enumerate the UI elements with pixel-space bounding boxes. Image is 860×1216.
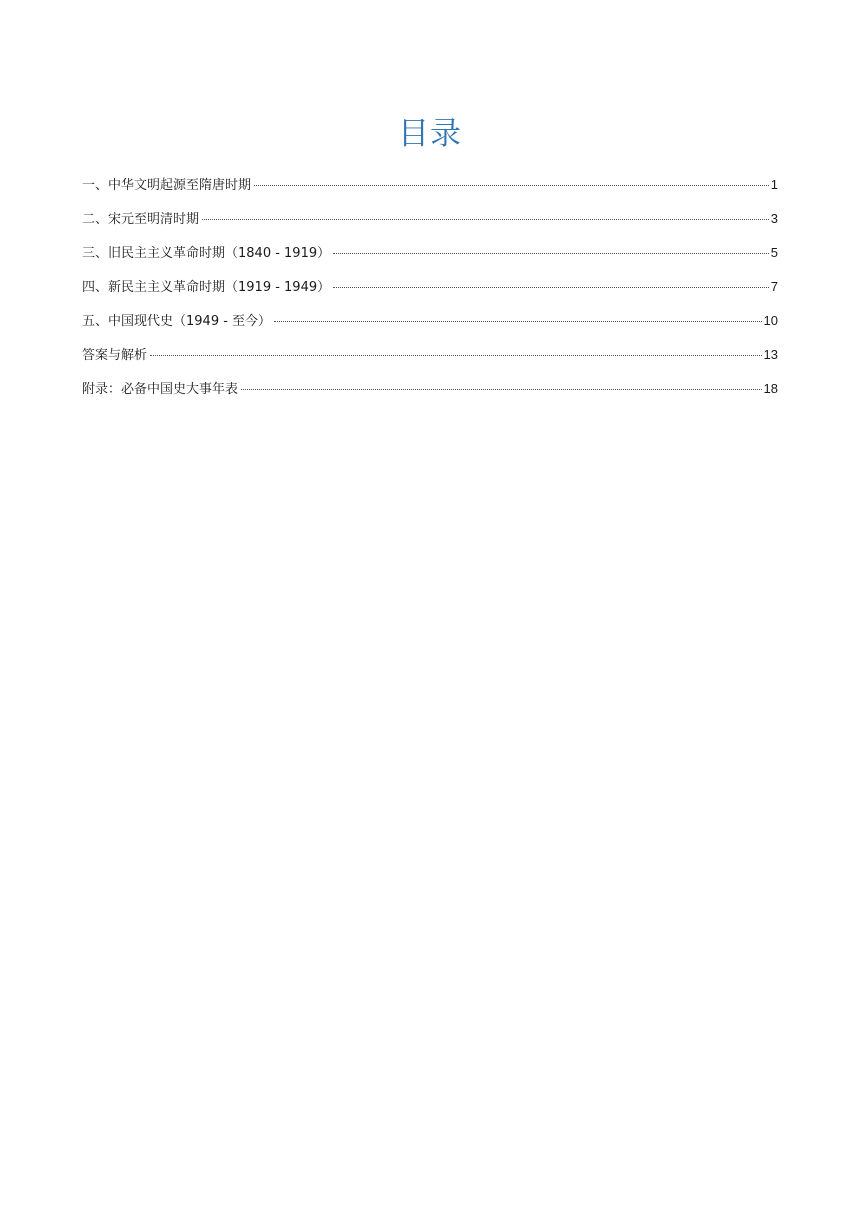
toc-entry-7[interactable]: [82, 376, 778, 410]
toc-entry-label: 四、新民主主义革命时期（1919 - 1949）: [82, 280, 331, 295]
toc-entry-label: 答案与解析: [82, 348, 148, 363]
toc-page-number: 13: [763, 347, 778, 362]
table-of-contents: [82, 172, 778, 410]
toc-page-number: 1: [770, 177, 778, 192]
toc-entry-label: 一、中华文明起源至隋唐时期: [82, 178, 252, 193]
toc-entry-label: 三、旧民主主义革命时期（1840 - 1919）: [82, 246, 331, 261]
toc-page-number: 5: [770, 245, 778, 260]
toc-dot-leader: [333, 253, 769, 254]
toc-entry-6[interactable]: [82, 342, 778, 376]
toc-page-number: 3: [770, 211, 778, 226]
toc-entry-5[interactable]: [82, 308, 778, 342]
toc-entry-label: 附录：必备中国史大事年表: [82, 382, 239, 397]
toc-entry-2[interactable]: [82, 206, 778, 240]
toc-page-number: 18: [763, 381, 778, 396]
toc-entry-3[interactable]: [82, 240, 778, 274]
toc-title: 目录: [398, 116, 462, 152]
toc-dot-leader: [241, 389, 762, 390]
toc-entry-1[interactable]: [82, 172, 778, 206]
toc-dot-leader: [274, 321, 761, 322]
toc-dot-leader: [254, 185, 769, 186]
toc-dot-leader: [150, 355, 762, 356]
toc-entry-label: 二、宋元至明清时期: [82, 212, 200, 227]
toc-entry-4[interactable]: [82, 274, 778, 308]
toc-dot-leader: [202, 219, 769, 220]
toc-page-number: 7: [770, 279, 778, 294]
toc-page-number: 10: [763, 313, 778, 328]
toc-entry-label: 五、中国现代史（1949 - 至今）: [82, 314, 272, 329]
toc-dot-leader: [333, 287, 769, 288]
